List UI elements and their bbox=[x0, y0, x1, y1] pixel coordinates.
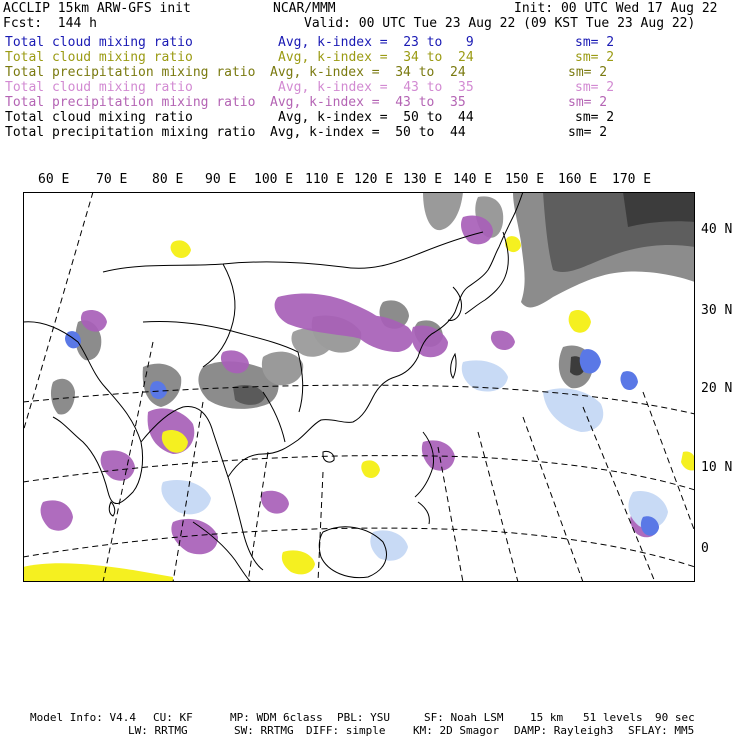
field-row bbox=[5, 80, 615, 95]
field-name: Total cloud mixing ratio bbox=[5, 110, 193, 125]
init-time: Init: 00 UTC Wed 17 Aug 22 bbox=[514, 1, 718, 16]
valid-time: Valid: 00 UTC Tue 23 Aug 22 (09 KST Tue 23 Aug 22) bbox=[304, 16, 696, 31]
lon-label: 120 E bbox=[354, 172, 394, 187]
km-scheme: KM: 2D Smagor bbox=[413, 724, 500, 737]
longwave-scheme: LW: RRTMG bbox=[128, 724, 188, 737]
field-name: Total precipitation mixing ratio bbox=[5, 125, 256, 140]
surface-scheme: SF: Noah LSM bbox=[424, 711, 504, 724]
forecast-hour: Fcst: 144 h bbox=[3, 16, 97, 31]
field-avg: Avg, k-index = 43 to 35 bbox=[270, 95, 466, 110]
field-name: Total cloud mixing ratio bbox=[5, 50, 193, 65]
cumulus-scheme: CU: KF bbox=[153, 711, 193, 724]
map-title: ACCLIP 15km ARW-GFS init bbox=[3, 1, 191, 16]
surface-layer-scheme: SFLAY: MM5 bbox=[628, 724, 695, 737]
timestep: 90 sec bbox=[655, 711, 695, 724]
field-name: Total precipitation mixing ratio bbox=[5, 65, 256, 80]
field-avg: Avg, k-index = 50 to 44 bbox=[278, 110, 474, 125]
field-avg: Avg, k-index = 23 to 9 bbox=[278, 35, 474, 50]
field-sm: sm= 2 bbox=[568, 95, 608, 110]
vertical-levels: 51 levels bbox=[583, 711, 643, 724]
lon-label: 80 E bbox=[152, 172, 184, 187]
field-sm: sm= 2 bbox=[568, 125, 608, 140]
field-avg: Avg, k-index = 34 to 24 bbox=[270, 65, 466, 80]
shortwave-scheme: SW: RRTMG bbox=[234, 724, 294, 737]
field-sm: sm= 2 bbox=[575, 35, 615, 50]
damping-scheme: DAMP: Rayleigh3 bbox=[514, 724, 614, 737]
lon-label: 130 E bbox=[403, 172, 443, 187]
field-sm: sm= 2 bbox=[575, 110, 615, 125]
lon-label: 170 E bbox=[612, 172, 652, 187]
lon-label: 90 E bbox=[205, 172, 237, 187]
field-row bbox=[5, 35, 615, 50]
lat-label: 20 N bbox=[701, 381, 733, 396]
field-sm: sm= 2 bbox=[568, 65, 608, 80]
lat-label: 0 bbox=[701, 541, 709, 556]
field-row bbox=[5, 95, 608, 110]
lat-label: 30 N bbox=[701, 303, 733, 318]
field-row bbox=[5, 125, 608, 140]
cloud-mixing-ratio-map bbox=[23, 192, 695, 582]
field-avg: Avg, k-index = 50 to 44 bbox=[270, 125, 466, 140]
lon-label: 140 E bbox=[453, 172, 493, 187]
lon-label: 160 E bbox=[558, 172, 598, 187]
lon-label: 60 E bbox=[38, 172, 70, 187]
field-sm: sm= 2 bbox=[575, 80, 615, 95]
field-avg: Avg, k-index = 43 to 35 bbox=[278, 80, 474, 95]
lat-label: 40 N bbox=[701, 222, 733, 237]
field-name: Total precipitation mixing ratio bbox=[5, 95, 256, 110]
diffusion-scheme: DIFF: simple bbox=[306, 724, 386, 737]
field-row bbox=[5, 110, 615, 125]
field-sm: sm= 2 bbox=[575, 50, 615, 65]
model-version: Model Info: V4.4 bbox=[30, 711, 136, 724]
lon-label: 100 E bbox=[254, 172, 294, 187]
org-label: NCAR/MMM bbox=[273, 1, 336, 16]
field-row bbox=[5, 50, 615, 65]
lon-label: 150 E bbox=[505, 172, 545, 187]
microphysics-scheme: MP: WDM 6class bbox=[230, 711, 323, 724]
lat-label: 10 N bbox=[701, 460, 733, 475]
field-avg: Avg, k-index = 34 to 24 bbox=[278, 50, 474, 65]
field-name: Total cloud mixing ratio bbox=[5, 35, 193, 50]
pbl-scheme: PBL: YSU bbox=[337, 711, 390, 724]
field-row bbox=[5, 65, 608, 80]
resolution: 15 km bbox=[530, 711, 564, 724]
lon-label: 110 E bbox=[305, 172, 345, 187]
lon-label: 70 E bbox=[96, 172, 128, 187]
field-name: Total cloud mixing ratio bbox=[5, 80, 193, 95]
